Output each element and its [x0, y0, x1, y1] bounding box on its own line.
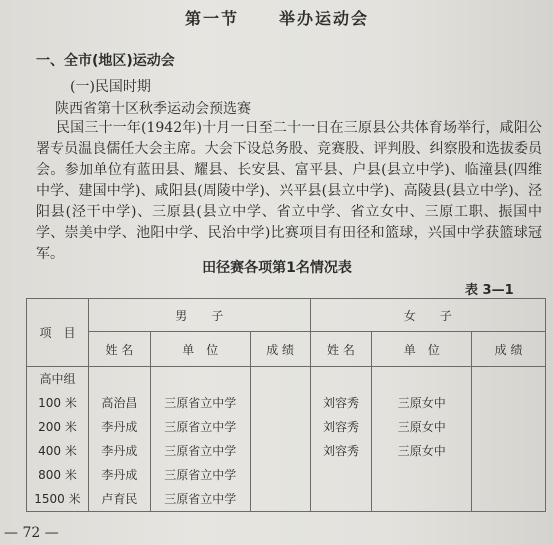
- header-male-unit: 单 位: [150, 332, 250, 367]
- table-body: [27, 367, 546, 512]
- table-cell: 刘容秀: [322, 444, 359, 458]
- section-name: 举办运动会: [279, 9, 370, 28]
- female-result-column: [472, 367, 546, 512]
- table-cell: 三原省立中学: [164, 396, 237, 410]
- table-cell: 刘容秀: [322, 396, 359, 410]
- table-cell: 卢育民: [101, 492, 138, 506]
- header-female-name: 姓 名: [310, 332, 372, 367]
- results-table: [26, 298, 546, 512]
- table-header-row: [27, 299, 546, 332]
- table-cell: 刘容秀: [322, 420, 359, 434]
- table-cell: 李丹成: [101, 444, 138, 458]
- table-cell: [372, 487, 471, 511]
- heading-level-1: 一、全市(地区)运动会: [36, 53, 175, 69]
- table-cell: 三原女中: [397, 444, 446, 458]
- table-cell: 三原省立中学: [164, 420, 237, 434]
- heading-level-2: (一)民国时期: [70, 79, 151, 95]
- table-cell: 高治昌: [101, 396, 138, 410]
- table-cell: 李丹成: [101, 420, 138, 434]
- section-number: 第一节: [184, 9, 239, 28]
- table-cell: 李丹成: [101, 468, 138, 482]
- table-cell: 三原省立中学: [164, 468, 237, 482]
- header-male-name: 姓 名: [88, 332, 150, 367]
- header-item: 项 目: [27, 299, 89, 367]
- item-column: [27, 367, 89, 512]
- table-number: 表 3—1: [465, 283, 514, 298]
- table-cell: 三原省立中学: [164, 444, 237, 458]
- header-male: 男 子: [88, 299, 310, 332]
- header-female: 女 子: [310, 299, 545, 332]
- section-title: [0, 6, 554, 29]
- table-title: 田径赛各项第1名情况表: [202, 260, 352, 276]
- header-male-result: 成 绩: [250, 332, 310, 367]
- table-cell: [311, 487, 372, 511]
- table-cell: 400 米: [38, 444, 77, 458]
- male-result-column: [250, 367, 310, 512]
- table-cell: 100 米: [38, 396, 77, 410]
- table-cell: 800 米: [38, 468, 77, 482]
- paragraph-text: 民国三十一年(1942年)十月一日至二十一日在三原县公共体育场举行，咸阳公署专员温良儒任大会主席。大会下设总务股、竞赛股、评判股、纠察股和选拔委员会。参加单位有蓝田县、耀县、长安县、富平县、户县(县立中学)、临潼县(四维中学、建国中学)、咸阳县(周陵中学)、兴平县(县立中学)、高陵县(县立中学)、泾阳县(泾干中学)、三原县(县立中学、省立中学、省立女中、三原工职、振国中学、崇美中学、池阳中学、民治中学)比赛项目有田径和篮球，兴国中学获篮球冠军。: [36, 120, 542, 262]
- group-label: 高中组: [39, 372, 76, 386]
- female-name-column: [310, 367, 372, 512]
- heading-level-3: 陕西省第十区秋季运动会预选赛: [55, 101, 251, 117]
- header-female-unit: 单 位: [372, 332, 472, 367]
- table-cell: [372, 463, 471, 487]
- table-cell: 三原女中: [397, 420, 446, 434]
- header-female-result: 成 绩: [472, 332, 546, 367]
- table-cell: 1500 米: [34, 492, 81, 506]
- table-cell: 三原省立中学: [164, 492, 237, 506]
- table-cell: 200 米: [38, 420, 77, 434]
- table-cell: [311, 463, 372, 487]
- male-name-column: [88, 367, 150, 512]
- table-cell: 三原女中: [397, 396, 446, 410]
- page-number: — 72 —: [4, 525, 59, 541]
- body-paragraph: [36, 118, 542, 265]
- table-subheader-row: [27, 332, 546, 367]
- male-unit-column: [150, 367, 250, 512]
- female-unit-column: [372, 367, 472, 512]
